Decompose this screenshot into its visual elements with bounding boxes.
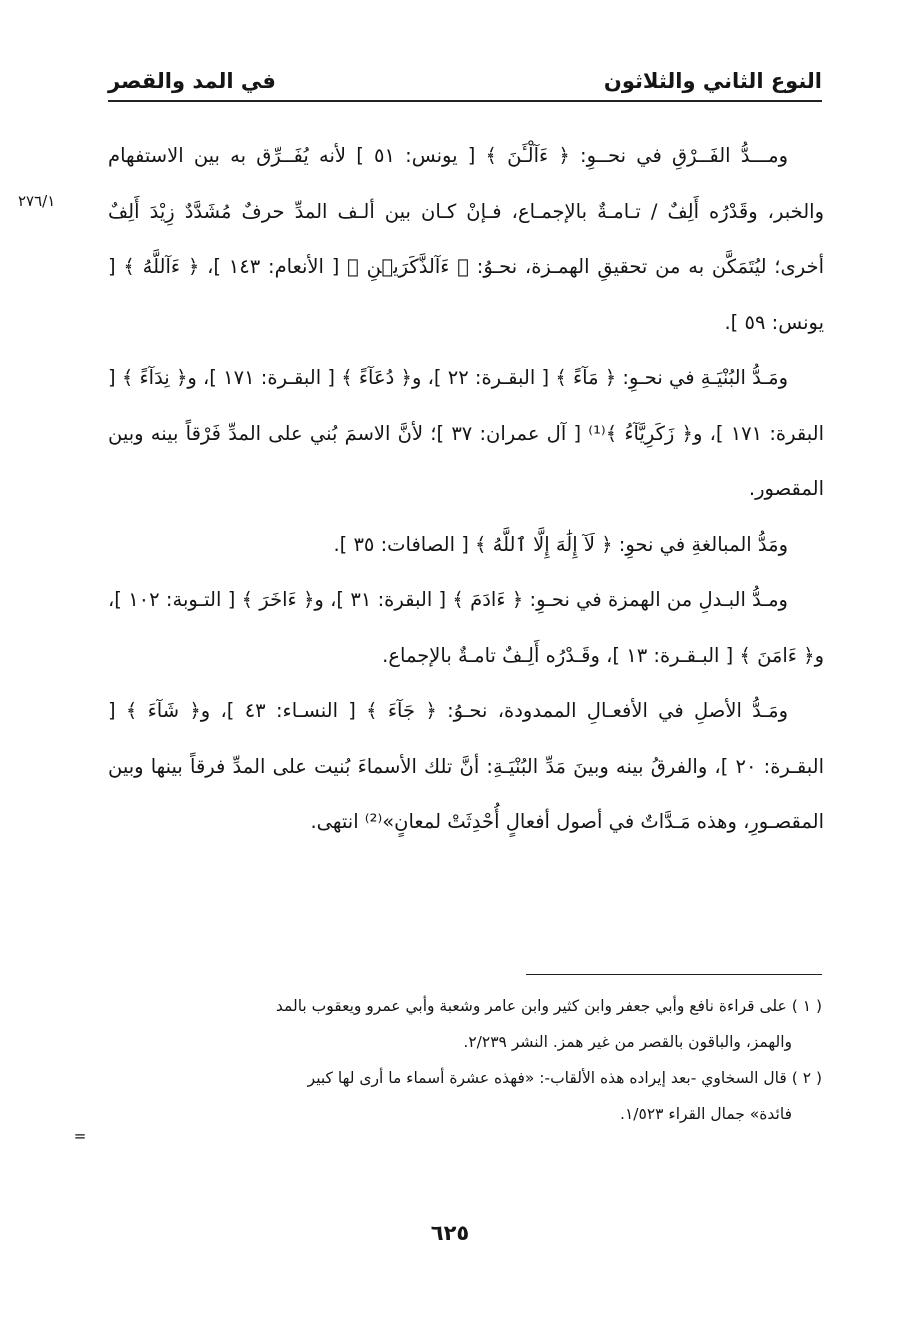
continuation-mark: =	[73, 1127, 87, 1145]
page-number: ٦٢٥	[430, 1221, 470, 1245]
paragraph-bunya: ومَـدُّ البُنْيَـةِ في نحـوِ: ﴿ مَآءً ﴾ [ البقـرة: ٢٢ ]، و﴿ دُعَآءً ﴾ [ البقـرة: ١٧١ ]، و﴿ نِدَآءً ﴾ [ البقرة: ١٧١ ]، و﴿ زَكَرِيَّآءُ ﴾⁽¹⁾ [ آل عمران: ٣٧ ]؛ لأنَّ الاسمَ بُني على المدِّ فَرْقاً بينه وبين المقصور.	[108, 366, 824, 500]
chapter-title: النوع الثاني والثلاثون	[603, 69, 822, 93]
paragraph-badal: ومـدُّ البـدلِ من الهمزة في نحـوِ: ﴿ ءَادَمَ ﴾ [ البقرة: ٣١ ]، و﴿ ءَاخَرَ ﴾ [ التـوبة: ١٠٢ ]، و﴿ ءَامَنَ ﴾ [ البـقـرة: ١٣ ]، وقَـدْرُه أَلِـفٌ تامـةٌ بالإجماع.	[108, 588, 824, 667]
footnote-2: ( ٢ ) قال السخاوي -بعد إيراده هذه الألقاب-: «فهذه عشرة أسماء ما أرى لها كبير	[307, 1069, 822, 1087]
footnotes	[108, 988, 822, 1132]
paragraph-asl: ومَـدُّ الأصلِ في الأفعـالِ الممدودة، نحـوُ: ﴿ جَآءَ ﴾ [ النسـاء: ٤٣ ]، و﴿ شَآءَ ﴾ [ البقـرة: ٢٠ ]، والفرقُ بينه وبينَ مَدِّ البُنْيَـةِ: أنَّ تلك الأسماءَ بُنيت على المدِّ فرقاً بينها وبين المقصـورِ، وهذه مَـدَّاتٌ في أصول أفعالٍ أُحْدِثَتْ لمعانٍ»⁽²⁾ انتهى.	[108, 699, 824, 833]
header-rule	[108, 100, 822, 102]
footnote-1-continued: والهمز، والباقون بالقصر من غير همز. النشر ٢/٢٣٩.	[463, 1033, 792, 1051]
paragraph-mubalagha: ومَدُّ المبالغةِ في نحوِ: ﴿ لَآ إِلَٰهَ إِلَّا ٱللَّهُ ﴾ [ الصافات: ٣٥ ].	[333, 532, 788, 556]
main-text	[108, 128, 824, 850]
paragraph-farq: ومـــدُّ الفَــرْقِ في نحــوِ: ﴿ ءَآلْـَٔنَ ﴾ [ يونس: ٥١ ] لأنه يُفَــرِّق به بين الاستفهام والخبر، وقَدْرُه أَلِفٌ / تـامـةٌ بالإجمـاع، فـإنْ كـان بين ألـف المدِّ حرفٌ مُشَدَّدٌ زِيْدَ أَلِفٌ أخرى؛ ليُتَمَكَّن به من تحقيقِ الهمـزة، نحـوُ: ﴿ ءَآلذَّكَرَيۡنِ ﴾ [ الأنعام: ١٤٣ ]، ﴿ ءَآللَّهُ ﴾ [ يونس: ٥٩ ].	[108, 144, 825, 334]
section-subject: في المد والقصر	[108, 69, 276, 93]
footnote-separator	[526, 974, 822, 975]
footnote-1: ( ١ ) على قراءة نافع وأبي جعفر وابن كثير وابن عامر وشعبة وأبي عمرو ويعقوب بالمد	[275, 997, 822, 1015]
margin-reference: ٢٧٦/١	[18, 192, 56, 210]
running-header	[108, 58, 822, 102]
footnote-2-continued: فائدة» جمال القراء ١/٥٢٣.	[620, 1105, 792, 1123]
